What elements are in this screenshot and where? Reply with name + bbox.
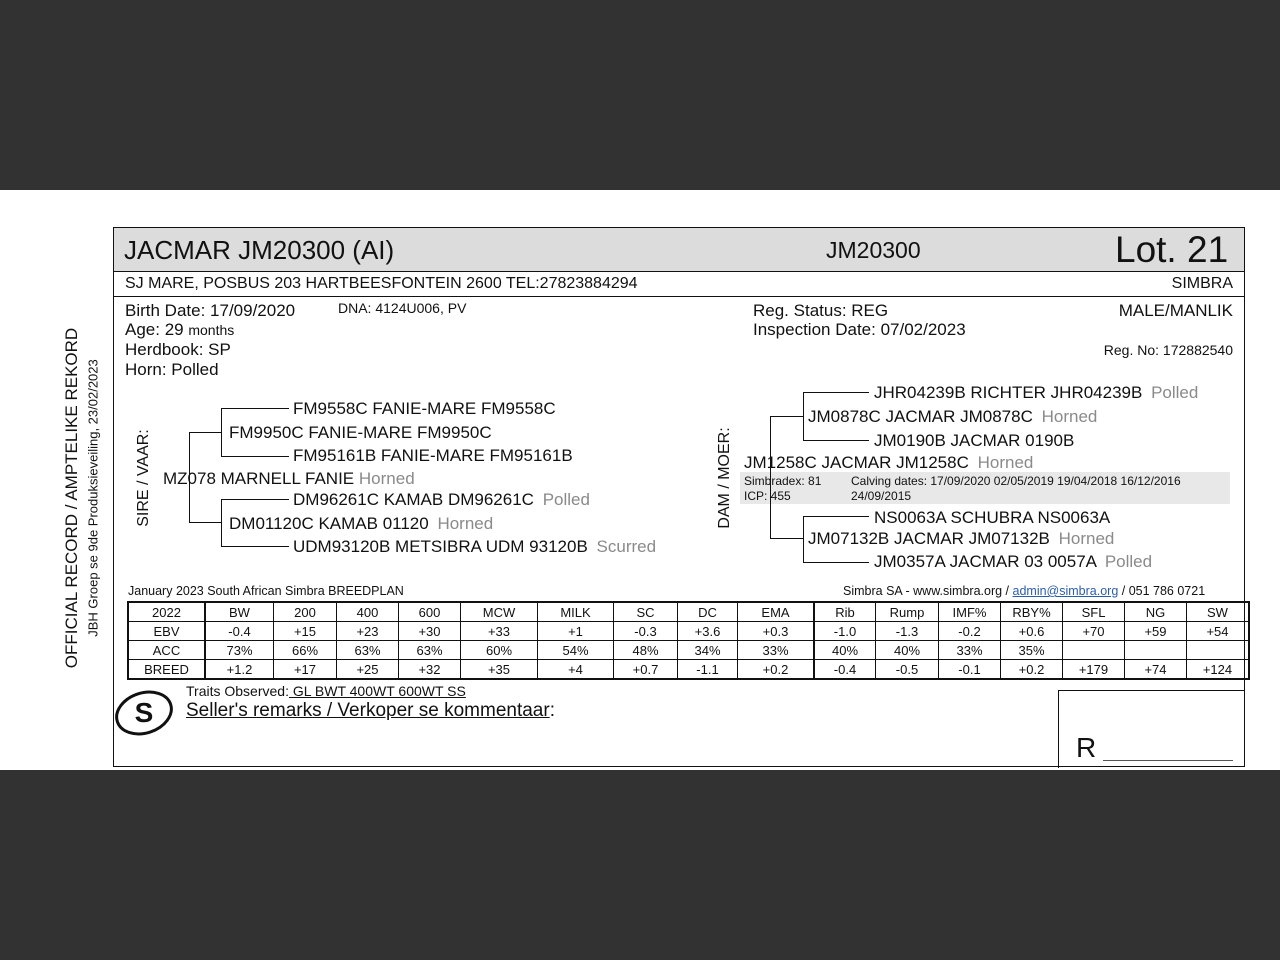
simbra-logo bbox=[113, 688, 175, 738]
ebv-cell: MCW bbox=[461, 602, 538, 622]
ebv-cell: 2022 bbox=[128, 602, 205, 622]
dam-sire-sire-horn: Polled bbox=[1151, 383, 1199, 402]
simbra-website: Simbra SA - www.simbra.org / bbox=[843, 584, 1013, 598]
dam-sire-text: JM0878C JACMAR JM0878C bbox=[808, 407, 1033, 426]
horn-status: Horn: Polled bbox=[125, 360, 219, 379]
ebv-cell: -0.4 bbox=[814, 660, 876, 680]
sd-bracket bbox=[221, 499, 222, 546]
ebv-row-2 bbox=[128, 641, 1249, 660]
ebv-cell: +32 bbox=[399, 660, 461, 680]
ss-bracket-bottom bbox=[221, 456, 289, 457]
ebv-cell: -1.1 bbox=[678, 660, 738, 680]
dam-label: DAM / MOER: bbox=[716, 427, 733, 529]
ds-bracket bbox=[803, 392, 804, 440]
birth-date: Birth Date: 17/09/2020 bbox=[125, 301, 296, 320]
ebv-cell: 34% bbox=[678, 641, 738, 660]
age-unit: months bbox=[188, 322, 235, 338]
dam-sire bbox=[808, 407, 1097, 427]
sire-name-text: MZ078 MARNELL FANIE bbox=[163, 469, 355, 488]
sire-name bbox=[163, 469, 415, 489]
ebv-cell: BREED bbox=[128, 660, 205, 680]
ebv-cell: SFL bbox=[1063, 602, 1125, 622]
sire-dam-sire-text: DM96261C KAMAB DM96261C bbox=[293, 490, 534, 509]
animal-id: JM20300 bbox=[826, 237, 921, 263]
ebv-cell: +3.6 bbox=[678, 622, 738, 641]
ebv-cell: +0.2 bbox=[738, 660, 815, 680]
ebv-cell: -0.3 bbox=[614, 622, 678, 641]
dam-sire-sire-text: JHR04239B RICHTER JHR04239B bbox=[874, 383, 1143, 402]
seller-remarks bbox=[186, 700, 555, 722]
dam-dam-sire: NS0063A SCHUBRA NS0063A bbox=[874, 508, 1111, 527]
price-label: R bbox=[1076, 732, 1097, 763]
ebv-cell: +0.3 bbox=[738, 622, 815, 641]
dam-sire-sire bbox=[874, 383, 1198, 403]
ebv-cell: 600 bbox=[399, 602, 461, 622]
sire-dam-text: DM01120C KAMAB 01120 bbox=[229, 514, 429, 533]
ebv-cell: 73% bbox=[205, 641, 274, 660]
sire-dam-sire-horn: Polled bbox=[542, 490, 590, 509]
ebv-cell: 35% bbox=[1001, 641, 1063, 660]
ebv-cell: +30 bbox=[399, 622, 461, 641]
dam-sire-dam: JM0190B JACMAR 0190B bbox=[874, 431, 1075, 450]
ebv-cell: IMF% bbox=[939, 602, 1001, 622]
sd-bracket-bottom bbox=[221, 546, 289, 547]
ebv-cell bbox=[1125, 641, 1187, 660]
dam-name-text: JM1258C JACMAR JM1258C bbox=[744, 453, 969, 472]
dam-bracket-bottom bbox=[770, 538, 803, 539]
seller-remarks-label: Seller's remarks / Verkoper se kommentaar bbox=[186, 700, 550, 721]
sire-horn: Horned bbox=[358, 469, 415, 488]
sire-dam-dam-horn: Scurred bbox=[596, 537, 657, 556]
ebv-cell: +4 bbox=[538, 660, 614, 680]
sd-bracket-top bbox=[221, 499, 289, 500]
breedplan-caption: January 2023 South African Simbra BREEDPLAN bbox=[128, 584, 404, 598]
ebv-cell: +54 bbox=[1187, 622, 1250, 641]
price-input-line[interactable] bbox=[1103, 760, 1233, 761]
breeder-address: SJ MARE, POSBUS 203 HARTBEESFONTEIN 2600 TEL:27823884294 bbox=[125, 275, 638, 292]
sire-sire: FM9950C FANIE-MARE FM9950C bbox=[229, 423, 492, 442]
ebv-cell: -0.4 bbox=[205, 622, 274, 641]
ebv-cell: 40% bbox=[876, 641, 939, 660]
sire-sire-sire: FM9558C FANIE-MARE FM9558C bbox=[293, 399, 556, 418]
ds-bracket-top bbox=[803, 392, 869, 393]
ebv-cell: +74 bbox=[1125, 660, 1187, 680]
price-box-left bbox=[1058, 690, 1059, 768]
dam-dam-dam bbox=[874, 552, 1152, 572]
ebv-cell bbox=[1187, 641, 1250, 660]
dd-bracket-top bbox=[803, 516, 869, 517]
ebv-cell: -0.1 bbox=[939, 660, 1001, 680]
dna-info: DNA: 4124U006, PV bbox=[338, 300, 467, 316]
ebv-cell: RBY% bbox=[1001, 602, 1063, 622]
ds-bracket-bottom bbox=[803, 440, 869, 441]
ebv-cell: NG bbox=[1125, 602, 1187, 622]
ebv-cell: SW bbox=[1187, 602, 1250, 622]
ebv-cell: 60% bbox=[461, 641, 538, 660]
ebv-cell: +23 bbox=[337, 622, 399, 641]
ebv-table bbox=[127, 601, 1250, 680]
simbra-phone: / 051 786 0721 bbox=[1118, 584, 1206, 598]
ebv-cell: 63% bbox=[399, 641, 461, 660]
ebv-cell: 33% bbox=[738, 641, 815, 660]
simbra-email-link[interactable]: admin@simbra.org bbox=[1012, 584, 1119, 598]
ebv-cell: +1.2 bbox=[205, 660, 274, 680]
ebv-cell: +179 bbox=[1063, 660, 1125, 680]
ebv-cell: +15 bbox=[274, 622, 337, 641]
ebv-cell: SC bbox=[614, 602, 678, 622]
dam-dam-dam-horn: Polled bbox=[1104, 552, 1153, 571]
auction-label: JBH Groep se 9de Produksieveiling, 23/02/2023 bbox=[85, 359, 101, 637]
ebv-cell: MILK bbox=[538, 602, 614, 622]
ebv-cell: 400 bbox=[337, 602, 399, 622]
sire-label: SIRE / VAAR: bbox=[135, 429, 152, 527]
dam-dam bbox=[808, 529, 1114, 549]
ebv-cell: +0.6 bbox=[1001, 622, 1063, 641]
ebv-cell: EMA bbox=[738, 602, 815, 622]
ebv-row-1 bbox=[128, 622, 1249, 641]
dd-bracket-bottom bbox=[803, 562, 869, 563]
sex: MALE/MANLIK bbox=[1118, 301, 1233, 320]
ebv-cell: Rib bbox=[814, 602, 876, 622]
traits-value: GL BWT 400WT 600WT SS bbox=[288, 683, 466, 699]
ebv-cell: +35 bbox=[461, 660, 538, 680]
ebv-cell: -0.2 bbox=[939, 622, 1001, 641]
dam-sire-horn: Horned bbox=[1041, 407, 1098, 426]
traits-label: Traits Observed: bbox=[186, 683, 289, 699]
sire-dam bbox=[229, 514, 493, 534]
sire-sire-dam: FM95161B FANIE-MARE FM95161B bbox=[293, 446, 573, 465]
icp: ICP: 455 bbox=[744, 489, 791, 503]
sire-bracket-bottom bbox=[189, 522, 221, 523]
ss-bracket bbox=[221, 408, 222, 456]
ebv-cell: +1 bbox=[538, 622, 614, 641]
ebv-cell: +33 bbox=[461, 622, 538, 641]
ebv-row-3 bbox=[128, 660, 1249, 680]
ebv-cell: EBV bbox=[128, 622, 205, 641]
dam-dam-horn: Horned bbox=[1058, 529, 1115, 548]
ebv-cell: 40% bbox=[814, 641, 876, 660]
dam-dam-dam-text: JM0357A JACMAR 03 0057A bbox=[874, 552, 1097, 571]
simbradex: Simbradex: 81 bbox=[744, 474, 822, 488]
ebv-cell: -0.5 bbox=[876, 660, 939, 680]
ebv-cell: DC bbox=[678, 602, 738, 622]
reg-number: Reg. No: 172882540 bbox=[1103, 342, 1233, 358]
dam-dam-text: JM07132B JACMAR JM07132B bbox=[808, 529, 1050, 548]
simbra-logo-letter: S bbox=[134, 697, 154, 728]
ebv-cell: ACC bbox=[128, 641, 205, 660]
dam-horn: Horned bbox=[977, 453, 1034, 472]
ss-bracket-top bbox=[221, 408, 289, 409]
ebv-cell: +0.7 bbox=[614, 660, 678, 680]
ebv-cell: 48% bbox=[614, 641, 678, 660]
sire-dam-dam-text: UDM93120B METSIBRA UDM 93120B bbox=[293, 537, 588, 556]
age-value: Age: 29 bbox=[125, 320, 184, 339]
ebv-row-0 bbox=[128, 602, 1249, 622]
ebv-cell: +124 bbox=[1187, 660, 1250, 680]
ebv-cell: 200 bbox=[274, 602, 337, 622]
ebv-cell: +25 bbox=[337, 660, 399, 680]
ebv-cell: 54% bbox=[538, 641, 614, 660]
price-box-top bbox=[1058, 690, 1245, 691]
sire-dam-dam bbox=[293, 537, 656, 557]
ebv-cell: +0.2 bbox=[1001, 660, 1063, 680]
ebv-cell: +70 bbox=[1063, 622, 1125, 641]
ebv-cell: 63% bbox=[337, 641, 399, 660]
ebv-cell: 33% bbox=[939, 641, 1001, 660]
ebv-cell: +17 bbox=[274, 660, 337, 680]
ebv-cell: Rump bbox=[876, 602, 939, 622]
dam-name bbox=[744, 453, 1033, 473]
calving-dates-cont: 24/09/2015 bbox=[851, 489, 912, 503]
dd-bracket bbox=[803, 516, 804, 562]
ebv-cell: BW bbox=[205, 602, 274, 622]
ebv-cell: -1.3 bbox=[876, 622, 939, 641]
traits-observed bbox=[186, 683, 466, 699]
animal-name: JACMAR JM20300 (AI) bbox=[124, 235, 395, 265]
calving-dates: Calving dates: 17/09/2020 02/05/2019 19/04/2018 16/12/2016 bbox=[851, 474, 1181, 488]
reg-status: Reg. Status: REG bbox=[753, 301, 889, 320]
ebv-cell: 66% bbox=[274, 641, 337, 660]
inspection-date: Inspection Date: 07/02/2023 bbox=[753, 320, 966, 339]
sire-dam-horn: Horned bbox=[437, 514, 494, 533]
simbra-contact bbox=[843, 584, 1205, 598]
seller-remarks-colon: : bbox=[549, 700, 555, 721]
ebv-cell: -1.0 bbox=[814, 622, 876, 641]
dam-bracket-top bbox=[770, 416, 803, 417]
lot-number: Lot. 21 bbox=[1115, 229, 1229, 270]
herdbook: Herdbook: SP bbox=[125, 340, 231, 359]
sire-bracket-top bbox=[189, 432, 221, 433]
official-record-label: OFFICIAL RECORD / AMPTELIKE REKORD bbox=[62, 327, 81, 669]
sire-dam-sire bbox=[293, 490, 590, 510]
breed-name: SIMBRA bbox=[1171, 275, 1233, 292]
age bbox=[125, 320, 234, 340]
ebv-cell: +59 bbox=[1125, 622, 1187, 641]
ebv-cell bbox=[1063, 641, 1125, 660]
